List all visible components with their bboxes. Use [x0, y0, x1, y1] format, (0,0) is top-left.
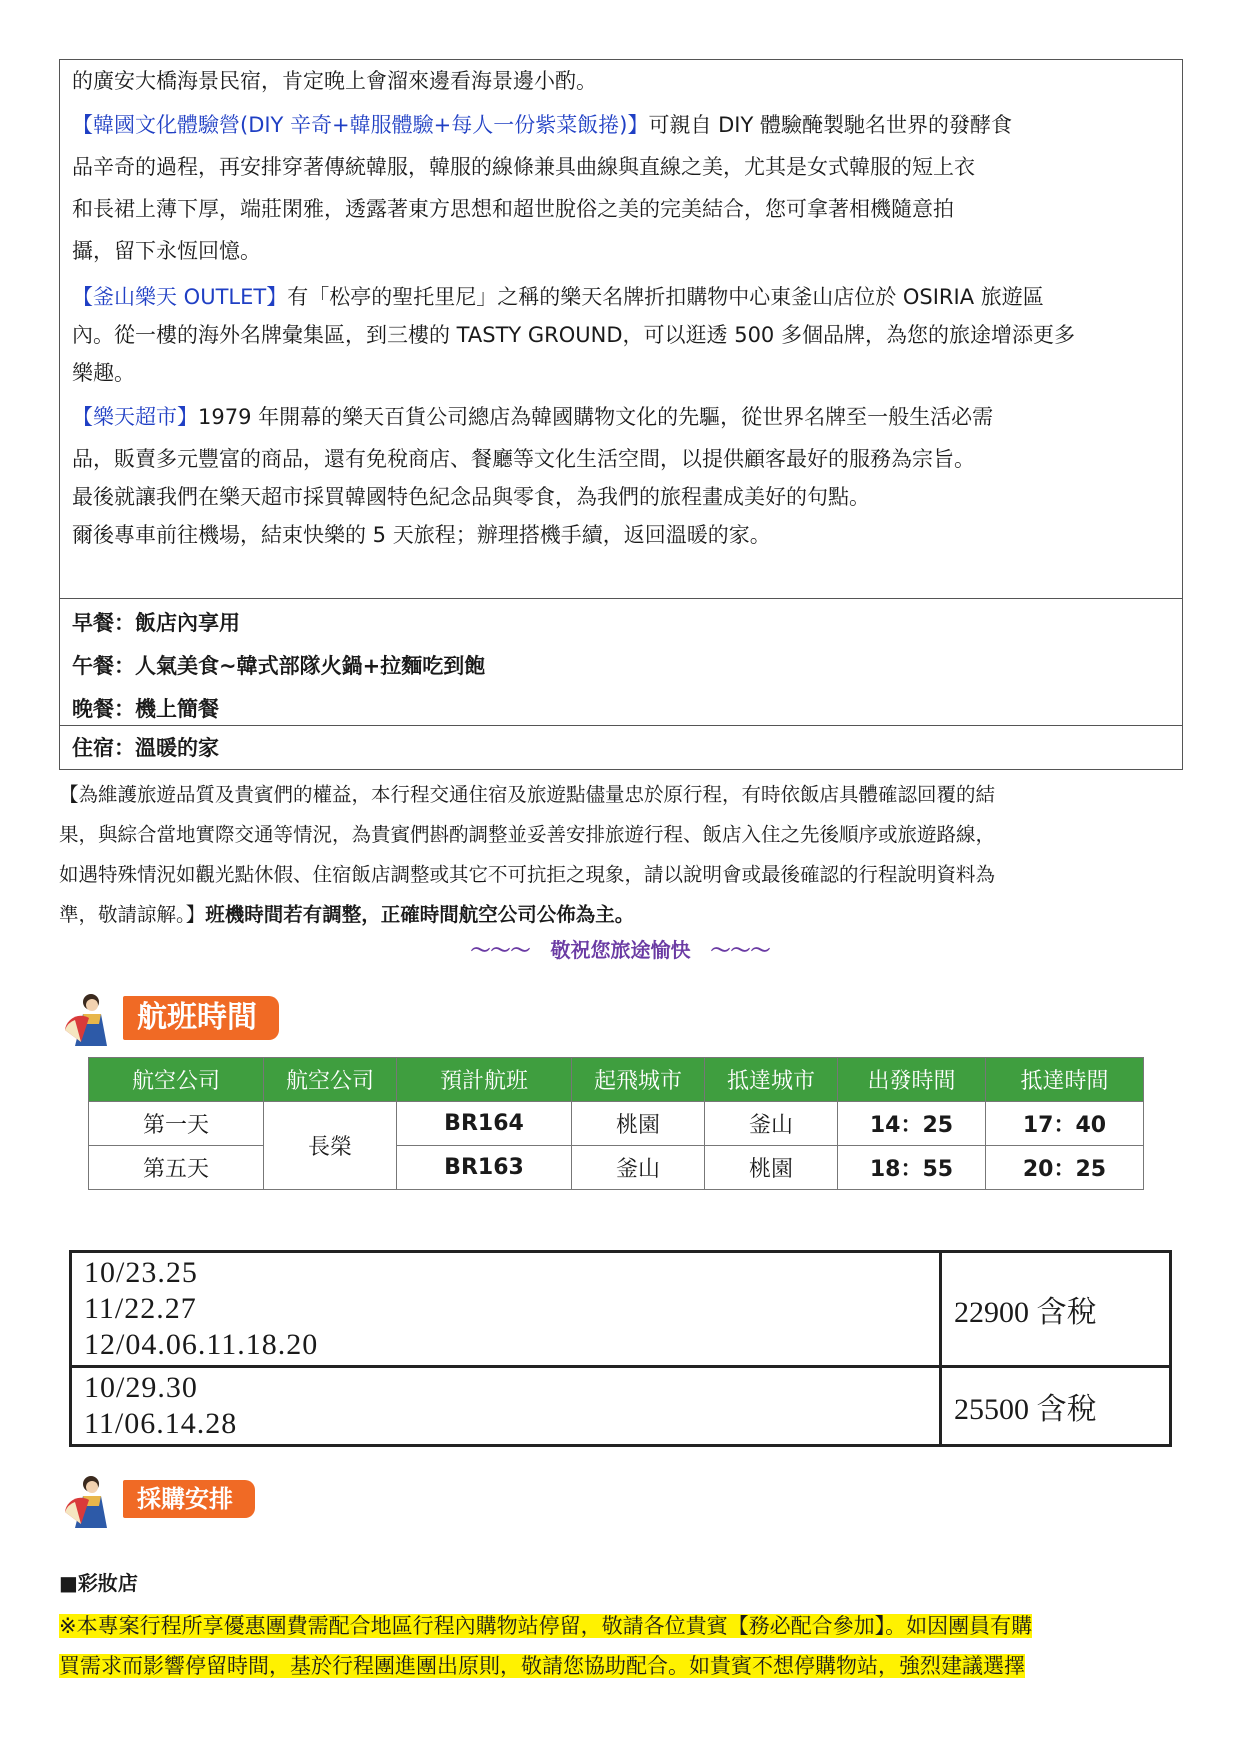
price-value: 25500 含稅: [941, 1367, 1171, 1446]
date-line: 10/29.30: [84, 1371, 198, 1404]
shopping-section-banner: [61, 1472, 291, 1524]
price-value: 22900 含稅: [941, 1252, 1171, 1367]
shopping-notice-line: 買需求而影響停留時間，基於行程團進團出原則，敬請您協助配合。如貴賓不想停購物站，強烈建議選擇: [59, 1654, 1025, 1678]
notice-line: 如遇特殊情況如觀光點休假、住宿飯店調整或其它不可抗拒之現象，請以說明會或最後確認的行程說明資料為: [59, 863, 996, 886]
column-header: 起飛城市: [572, 1058, 705, 1102]
flight-section-banner: [61, 990, 291, 1042]
korean-culture-text: 可親自 DIY 體驗醃製馳名世界的發酵食: [648, 113, 1012, 137]
flight-from: 桃園: [572, 1102, 705, 1146]
shopping-notice: [59, 1606, 1183, 1686]
flight-from: 釜山: [572, 1146, 705, 1190]
flight-table-header: [89, 1058, 1144, 1102]
notice-line: 準，敬請諒解。】: [59, 903, 206, 926]
itinerary-box: [59, 59, 1183, 599]
lotte-outlet-title: 【釜山樂天 OUTLET】: [72, 285, 288, 309]
lotte-mart-title: 【樂天超市】: [72, 405, 198, 429]
itinerary-ending: 爾後專車前往機場，結束快樂的 5 天旅程；辦理搭機手續，返回溫暖的家。: [72, 523, 771, 547]
flight-table: [88, 1057, 1144, 1190]
flight-arrive: 20：25: [986, 1146, 1144, 1190]
meal-lodging: 住宿：溫暖的家: [72, 736, 219, 760]
price-table: [69, 1250, 1172, 1447]
flight-to: 桃園: [705, 1146, 838, 1190]
flight-to: 釜山: [705, 1102, 838, 1146]
departure-dates: [71, 1367, 941, 1446]
column-header: 航空公司: [89, 1058, 264, 1102]
column-header: 航空公司: [264, 1058, 397, 1102]
hanbok-figure-icon: [61, 1472, 117, 1532]
flight-number: BR164: [397, 1102, 572, 1146]
column-header: 抵達時間: [986, 1058, 1144, 1102]
date-line: 12/04.06.11.18.20: [84, 1328, 319, 1361]
table-row: [89, 1102, 1144, 1146]
itinerary-notice: [59, 775, 1183, 935]
notice-bold: 班機時間若有調整，正確時間航空公司公佈為主。: [205, 903, 635, 926]
korean-culture-line3: 和長裙上薄下厚，端莊閑雅，透露著東方思想和超世脫俗之美的完美結合，您可拿著相機隨意拍: [72, 197, 954, 221]
date-line: 11/22.27: [84, 1292, 197, 1325]
flight-section-title: 航班時間: [123, 996, 279, 1040]
lotte-mart-line3: 最後就讓我們在樂天超市採買韓國特色紀念品與零食，為我們的旅程畫成美好的句點。: [72, 485, 870, 509]
travel-wish: ～～～ 敬祝您旅途愉快 ～～～: [470, 938, 771, 962]
notice-line: 果，與綜合當地實際交通等情況，為貴賓們斟酌調整並妥善安排旅遊行程、飯店入住之先後順序或旅遊路線，: [59, 823, 996, 846]
flight-number: BR163: [397, 1146, 572, 1190]
column-header: 預計航班: [397, 1058, 572, 1102]
lotte-outlet-line3: 樂趣。: [72, 361, 135, 385]
flight-day: 第一天: [89, 1102, 264, 1146]
lotte-mart-line2: 品，販賣多元豐富的商品，還有免稅商店、餐廳等文化生活空間，以提供顧客最好的服務為宗旨。: [72, 447, 975, 471]
column-header: 抵達城市: [705, 1058, 838, 1102]
lotte-outlet-line1: [72, 278, 1172, 316]
flight-day: 第五天: [89, 1146, 264, 1190]
hanbok-figure-icon: [61, 990, 117, 1050]
itinerary-intro: 的廣安大橋海景民宿，肯定晚上會溜來邊看海景邊小酌。: [72, 69, 597, 93]
meals-divider: [60, 725, 1182, 726]
flight-airline: 長榮: [264, 1102, 397, 1190]
flight-depart: 14：25: [838, 1102, 986, 1146]
shopping-section-title: 採購安排: [123, 1480, 255, 1518]
table-row: [71, 1252, 1171, 1367]
lotte-outlet-text: 有「松亭的聖托里尼」之稱的樂天名牌折扣購物中心東釜山店位於 OSIRIA 旅遊區: [287, 285, 1044, 309]
date-line: 11/06.14.28: [84, 1407, 238, 1440]
flight-arrive: 17：40: [986, 1102, 1144, 1146]
table-row: [71, 1367, 1171, 1446]
lotte-mart-text: 1979 年開幕的樂天百貨公司總店為韓國購物文化的先驅，從世界名牌至一般生活必需: [198, 405, 994, 429]
shopping-notice-line: ※本專案行程所享優惠團費需配合地區行程內購物站停留，敬請各位貴賓【務必配合參加】。如因團員有購: [59, 1614, 1033, 1638]
date-line: 10/23.25: [84, 1256, 198, 1289]
meal-breakfast: 早餐：飯店內享用: [72, 611, 240, 635]
korean-culture-line2: 品辛奇的過程，再安排穿著傳統韓服，韓服的線條兼具曲線與直線之美，尤其是女式韓服的短上衣: [72, 155, 975, 179]
meal-dinner: 晚餐：機上簡餐: [72, 697, 219, 721]
lotte-mart-line1: [72, 398, 1172, 436]
departure-dates: [71, 1252, 941, 1367]
store-heading: ■彩妝店: [59, 1571, 138, 1595]
korean-culture-line1: [72, 106, 1172, 144]
korean-culture-line4: 攝，留下永恆回憶。: [72, 239, 261, 263]
meal-lunch: 午餐：人氣美食~韓式部隊火鍋+拉麵吃到飽: [72, 654, 486, 678]
korean-culture-title: 【韓國文化體驗營(DIY 辛奇+韓服體驗+每人一份紫菜飯捲)】: [72, 113, 649, 137]
lotte-outlet-line2: 內。從一樓的海外名牌彙集區，到三樓的 TASTY GROUND，可以逛透 500 多個品牌，為您的旅途增添更多: [72, 323, 1075, 347]
flight-depart: 18：55: [838, 1146, 986, 1190]
notice-line: 【為維護旅遊品質及貴賓們的權益，本行程交通住宿及旅遊點儘量忠於原行程，有時依飯店具體確認回覆的結: [59, 783, 996, 806]
table-row: [89, 1146, 1144, 1190]
column-header: 出發時間: [838, 1058, 986, 1102]
meals-box: [59, 598, 1183, 770]
